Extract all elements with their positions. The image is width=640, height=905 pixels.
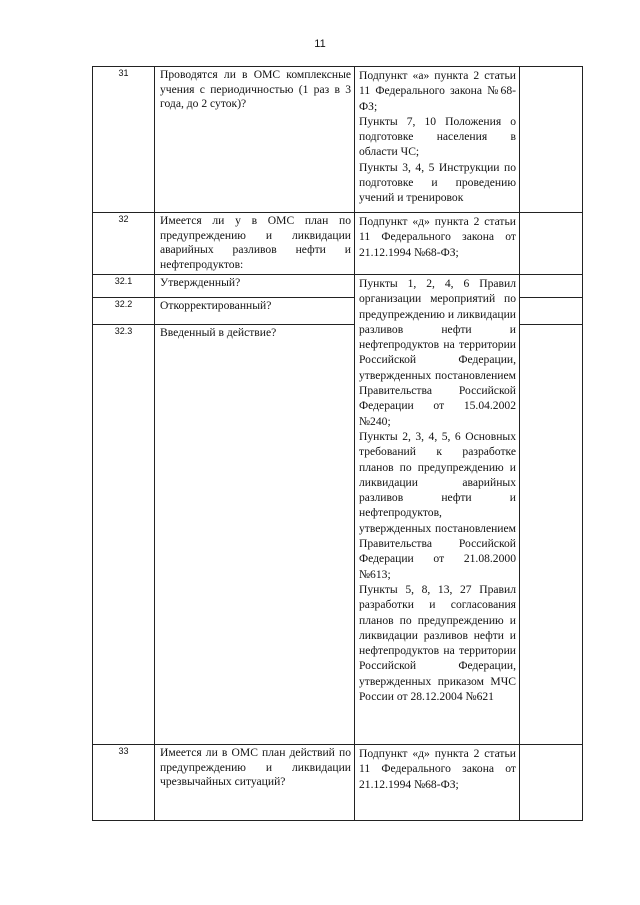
reference-text: Пункты 2, 3, 4, 5, 6 Основных требований к разработке планов по предупреждению и ликвидации аварийных разливов нефти и нефтепродуктов, утвержденных постановлением Правительства Российской Федерации от 21.08.2000 №613;: [359, 429, 516, 581]
reference-text: Пункты 1, 2, 4, 6 Правил организации мероприятий по предупреждению и ликвидации разливов нефти и нефтепродуктов на территории Российской Федерации, утвержденных постановлением Правительства Российской Федерации от 15.04.2002 №240;: [359, 277, 516, 428]
table-row: [93, 67, 583, 213]
question-cell: [155, 275, 355, 298]
answer-cell: [520, 213, 583, 275]
row-number: 31: [93, 67, 155, 213]
row-number: 32.1: [93, 275, 155, 298]
question-text: Имеется ли у в ОМС план по предупреждению и ликвидации аварийных разливов нефти и нефтепродуктов:: [160, 214, 351, 271]
checklist-table: [92, 66, 583, 821]
reference-cell: [355, 745, 520, 821]
reference-text: Пункты 3, 4, 5 Инструкции по подготовке и проведению учений и тренировок: [359, 160, 516, 205]
reference-text: Подпункт «а» пункта 2 статьи 11 Федерального закона №68-ФЗ;: [359, 69, 516, 113]
row-number: 33: [93, 745, 155, 821]
question-text: Утвержденный?: [160, 276, 241, 289]
reference-cell: [355, 275, 520, 745]
row-number: 32.2: [93, 298, 155, 325]
question-cell: [155, 745, 355, 821]
question-cell: [155, 298, 355, 325]
answer-cell: [520, 67, 583, 213]
question-text: Введенный в действие?: [160, 326, 277, 339]
answer-cell: [520, 298, 583, 325]
answer-cell: [520, 745, 583, 821]
reference-cell: [355, 213, 520, 275]
table-row: [93, 213, 583, 275]
page-number: 11: [314, 38, 326, 50]
row-number: 32: [93, 213, 155, 275]
table-row: [93, 275, 583, 298]
reference-text: Пункты 5, 8, 13, 27 Правил разработки и согласования планов по предупреждению и ликвидации разливов нефти и нефтепродуктов на территории Российской Федерации, утвержденных приказом МЧС России от 28.12.2004 №621: [359, 582, 516, 704]
question-text: Проводятся ли в ОМС комплексные учения с периодичностью (1 раз в 3 года, до 2 суток)?: [160, 68, 351, 110]
question-text: Имеется ли в ОМС план действий по предупреждению и ликвидации чрезвычайных ситуаций?: [160, 746, 351, 788]
reference-cell: [355, 67, 520, 213]
reference-text: Подпункт «д» пункта 2 статьи 11 Федерального закона от 21.12.1994 №68-ФЗ;: [359, 747, 516, 791]
row-number: 32.3: [93, 325, 155, 745]
table-row: [93, 745, 583, 821]
question-text: Откорректированный?: [160, 299, 272, 312]
answer-cell: [520, 325, 583, 745]
answer-cell: [520, 275, 583, 298]
reference-text: Подпункт «д» пункта 2 статьи 11 Федерального закона от 21.12.1994 №68-ФЗ;: [359, 215, 516, 259]
reference-text: Пункты 7, 10 Положения о подготовке населения в области ЧС;: [359, 114, 516, 159]
question-cell: [155, 325, 355, 745]
question-cell: [155, 67, 355, 213]
question-cell: [155, 213, 355, 275]
